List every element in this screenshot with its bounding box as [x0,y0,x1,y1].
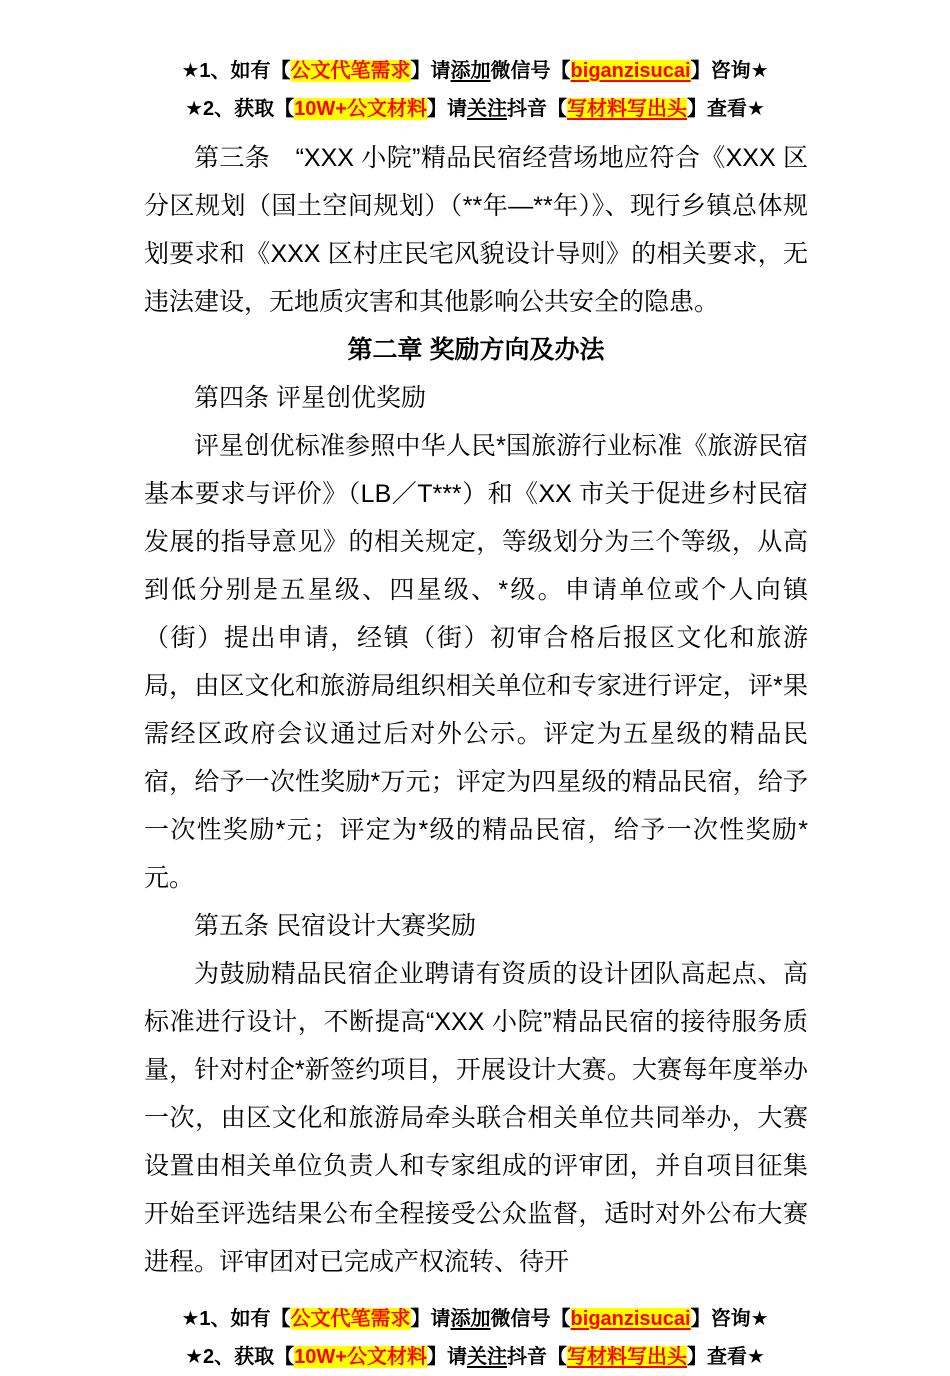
ad-highlight-douyin-id: 写材料写出头 [566,1346,687,1368]
ad-highlight-douyin-id: 写材料写出头 [566,98,687,120]
ad-highlight-wechat-id: biganzisucai [570,1308,691,1330]
ad-text: ★2、获取【 [185,1346,295,1368]
ad-text: 】请 [410,1308,451,1330]
document-body [144,134,808,1286]
ad-text: 微信号【 [490,60,571,82]
paragraph-article-3: 第三条 “XXX 小院”精品民宿经营场地应符合《XXX 区分区规划（国土空间规划）（**年—**年）》、现行乡镇总体规划要求和《XXX 区村庄民宅风貌设计导则》的相关要求，无违法建设，无地质灾害和其他影响公共安全的隐患。 [144,144,808,316]
ad-line-2 [0,90,950,128]
ad-underline-follow: 关注 [466,98,507,120]
ad-highlight-wechat-id: biganzisucai [570,60,691,82]
chapter-heading: 第二章 奖励方向及办法 [347,336,605,364]
ad-text: 微信号【 [490,1308,571,1330]
ad-banner-top [0,52,950,128]
ad-text: 】请 [426,98,467,120]
ad-banner-bottom [0,1300,950,1376]
ad-underline-add: 添加 [450,60,491,82]
ad-highlight-service-need: 公文代笔需求 [290,60,411,82]
ad-highlight-materials: 10W+公文材料 [294,98,427,120]
paragraph-article-5-title: 第五条 民宿设计大赛奖励 [194,912,476,940]
paragraph-article-4-title: 第四条 评星创优奖励 [194,384,426,412]
paragraph-article-4-body: 评星创优标准参照中华人民*国旅游行业标准《旅游民宿基本要求与评价》（LB／T***）和《XX 市关于促进乡村民宿发展的指导意见》的相关规定，等级划分为三个等级，从高到低分别是五星级、四星级、*级。申请单位或个人向镇（街）提出申请，经镇（街）初审合格后报区文化和旅游局，由区文化和旅游局组织相关单位和专家进行评定，评*果需经区政府会议通过后对外公示。评定为五星级的精品民宿，给予一次性奖励*万元；评定为四星级的精品民宿，给予一次性奖励*元；评定为*级的精品民宿，给予一次性奖励*元。 [144,432,808,892]
ad-highlight-service-need: 公文代笔需求 [290,1308,411,1330]
ad-underline-add: 添加 [450,1308,491,1330]
ad-text: 抖音【 [506,98,567,120]
ad-text: 】咨询★ [690,60,769,82]
paragraph-article-5-body: 为鼓励精品民宿企业聘请有资质的设计团队高起点、高标准进行设计，不断提高“XXX 小院”精品民宿的接待服务质量，针对村企*新签约项目，开展设计大赛。大赛每年度举办一次，由区文化和旅游局牵头联合相关单位共同举办，大赛设置由相关单位负责人和专家组成的评审团，并自项目征集开始至评选结果公布全程接受公众监督，适时对外公布大赛进程。评审团对已完成产权流转、待开 [144,960,808,1276]
ad-text: ★2、获取【 [185,98,295,120]
ad-text: 】请 [426,1346,467,1368]
ad-line-1 [0,52,950,90]
ad-line-2 [0,1338,950,1376]
ad-text: 】查看★ [686,1346,765,1368]
ad-line-1 [0,1300,950,1338]
ad-text: 】咨询★ [690,1308,769,1330]
ad-text: 】查看★ [686,98,765,120]
ad-text: ★1、如有【 [181,60,291,82]
ad-highlight-materials: 10W+公文材料 [294,1346,427,1368]
ad-text: 抖音【 [506,1346,567,1368]
ad-underline-follow: 关注 [466,1346,507,1368]
ad-text: 】请 [410,60,451,82]
ad-text: ★1、如有【 [181,1308,291,1330]
